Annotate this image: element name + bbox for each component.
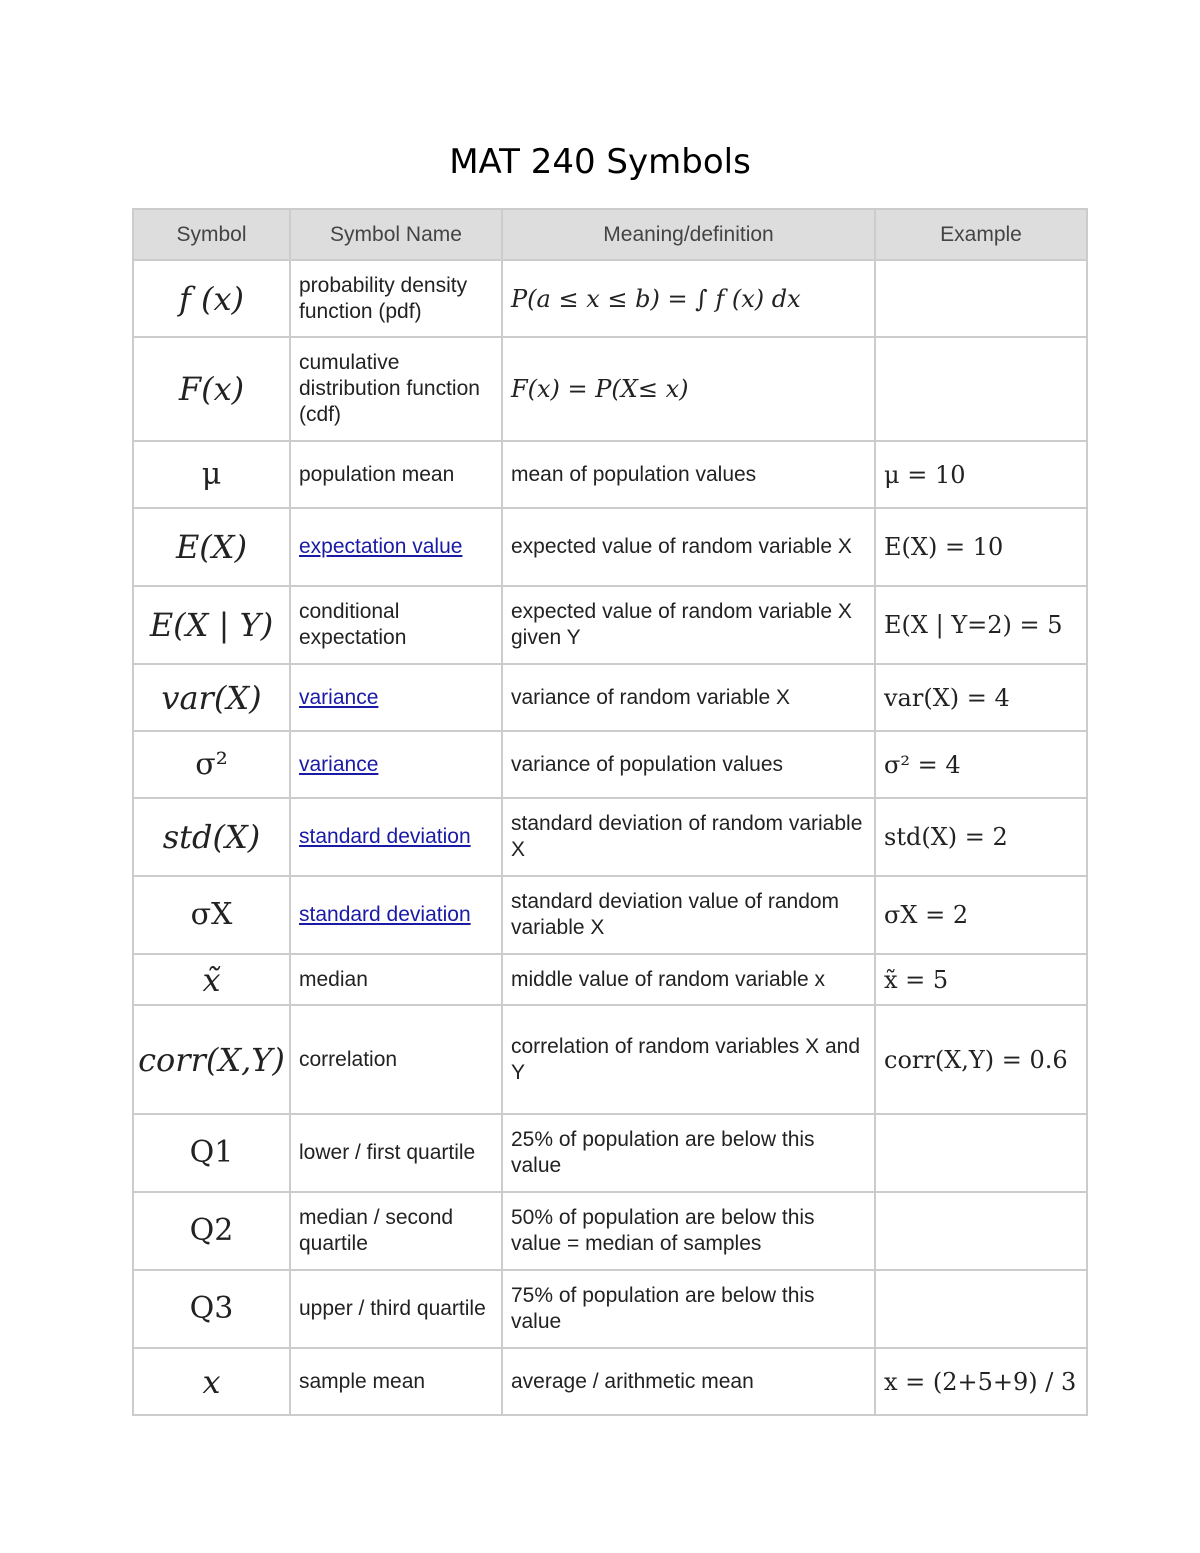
example-cell [875, 337, 1087, 441]
symbol-name-link[interactable]: expectation value [299, 535, 463, 558]
meaning-cell: mean of population values [502, 441, 875, 508]
header-symbol-name: Symbol Name [290, 209, 502, 260]
symbol-cell: F(x) [133, 337, 290, 441]
table-row [133, 1114, 1087, 1192]
header-symbol: Symbol [133, 209, 290, 260]
symbols-table [132, 208, 1088, 1416]
table-row [133, 731, 1087, 798]
symbol-cell: E(X) [133, 508, 290, 586]
symbol-cell: x̃ [133, 954, 290, 1005]
symbol-cell: Q1 [133, 1114, 290, 1192]
symbol-name-cell [290, 441, 502, 508]
symbol-name-cell [290, 260, 502, 337]
symbol-name-text: upper / third quartile [299, 1297, 486, 1320]
page-title: MAT 240 Symbols [449, 142, 751, 182]
example-cell: x̃ = 5 [875, 954, 1087, 1005]
table-row [133, 1192, 1087, 1270]
meaning-cell: 25% of population are below this value [502, 1114, 875, 1192]
table-row [133, 798, 1087, 876]
example-cell: E(X | Y=2) = 5 [875, 586, 1087, 664]
symbol-cell: corr(X,Y) [133, 1005, 290, 1114]
meaning-cell: 50% of population are below this value = median of samples [502, 1192, 875, 1270]
header-meaning: Meaning/definition [502, 209, 875, 260]
symbol-name-cell [290, 664, 502, 731]
symbol-name-text: cumulative distribution function (cdf) [299, 351, 480, 426]
symbol-name-cell [290, 337, 502, 441]
symbol-name-text: population mean [299, 462, 455, 486]
table-row [133, 337, 1087, 441]
meaning-cell: variance of population values [502, 731, 875, 798]
meaning-cell: P(a ≤ x ≤ b) = ∫ f (x) dx [502, 260, 875, 337]
meaning-cell: correlation of random variables X and Y [502, 1005, 875, 1114]
symbol-name-cell [290, 508, 502, 586]
symbol-cell: E(X | Y) [133, 586, 290, 664]
table-row [133, 1270, 1087, 1348]
meaning-cell: expected value of random variable X [502, 508, 875, 586]
table-row [133, 508, 1087, 586]
example-cell [875, 260, 1087, 337]
meaning-cell: average / arithmetic mean [502, 1348, 875, 1415]
example-cell [875, 1114, 1087, 1192]
meaning-cell: standard deviation of random variable X [502, 798, 875, 876]
symbol-cell: std(X) [133, 798, 290, 876]
example-cell: var(X) = 4 [875, 664, 1087, 731]
meaning-cell: expected value of random variable X given Y [502, 586, 875, 664]
symbol-name-text: median / second quartile [299, 1206, 454, 1255]
symbol-cell: var(X) [133, 664, 290, 731]
symbol-name-cell [290, 954, 502, 1005]
table-row [133, 664, 1087, 731]
symbol-name-text: probability density function (pdf) [299, 273, 468, 323]
symbol-name-link[interactable]: standard deviation [299, 903, 471, 926]
example-cell: E(X) = 10 [875, 508, 1087, 586]
table-row [133, 876, 1087, 954]
symbol-name-cell [290, 1348, 502, 1415]
symbol-name-cell [290, 876, 502, 954]
example-cell [875, 1192, 1087, 1270]
example-cell: μ = 10 [875, 441, 1087, 508]
symbol-cell: μ [133, 441, 290, 508]
symbol-cell: x [133, 1348, 290, 1415]
table-body [133, 260, 1087, 1415]
header-row [133, 209, 1087, 260]
symbol-cell: σX [133, 876, 290, 954]
example-cell: σ² = 4 [875, 731, 1087, 798]
example-cell [875, 1270, 1087, 1348]
meaning-cell: 75% of population are below this value [502, 1270, 875, 1348]
table-row [133, 1005, 1087, 1114]
symbol-name-cell [290, 1192, 502, 1270]
table-row [133, 260, 1087, 337]
symbol-name-cell [290, 731, 502, 798]
symbol-name-cell [290, 586, 502, 664]
meaning-cell: middle value of random variable x [502, 954, 875, 1005]
symbol-name-cell [290, 1114, 502, 1192]
table-row [133, 441, 1087, 508]
symbol-name-link[interactable]: variance [299, 752, 379, 776]
symbol-name-link[interactable]: variance [299, 685, 379, 709]
header-example: Example [875, 209, 1087, 260]
table-row [133, 1348, 1087, 1415]
symbol-name-cell [290, 1270, 502, 1348]
symbol-cell: Q3 [133, 1270, 290, 1348]
symbol-name-link[interactable]: standard deviation [299, 825, 471, 848]
symbol-cell: Q2 [133, 1192, 290, 1270]
symbol-name-cell [290, 798, 502, 876]
example-cell: corr(X,Y) = 0.6 [875, 1005, 1087, 1114]
symbol-name-cell [290, 1005, 502, 1114]
symbol-name-text: lower / first quartile [299, 1141, 476, 1164]
meaning-cell: standard deviation value of random variable X [502, 876, 875, 954]
meaning-cell: F(x) = P(X≤ x) [502, 337, 875, 441]
table-row [133, 954, 1087, 1005]
example-cell: std(X) = 2 [875, 798, 1087, 876]
symbol-name-text: conditional expectation [299, 600, 407, 649]
example-cell: x = (2+5+9) / 3 [875, 1348, 1087, 1415]
table-row [133, 586, 1087, 664]
meaning-cell: variance of random variable X [502, 664, 875, 731]
symbol-cell: σ² [133, 731, 290, 798]
symbol-name-text: median [299, 967, 368, 991]
symbol-name-text: correlation [299, 1047, 398, 1071]
symbol-name-text: sample mean [299, 1369, 426, 1393]
example-cell: σX = 2 [875, 876, 1087, 954]
symbol-cell: f (x) [133, 260, 290, 337]
